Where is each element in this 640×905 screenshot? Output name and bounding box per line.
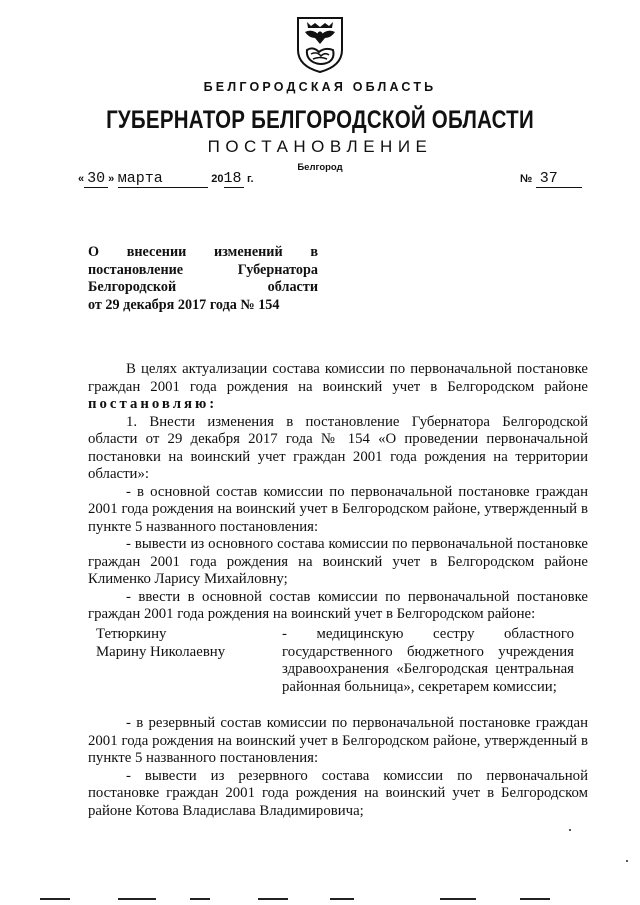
number-value: 37 bbox=[536, 170, 582, 188]
paragraph-add-main: - ввести в основной состав комиссии по первоначальной постановке граждан 2001 года рождения на воинский учет в Белгородском районе: bbox=[88, 588, 588, 622]
member-role: - медицинскую сестру областного государственного бюджетного учреждения здравоохранения «Белгородская центральная районная больница», секретарем комиссии; bbox=[282, 626, 574, 695]
paragraph-main-composition: - в основной состав комиссии по первоначальной постановке граждан 2001 года рождения на воинский учет в Белгородском районе, утвержденный в пункте 5 названного постановления: bbox=[88, 483, 588, 535]
date-year-prefix: 20 bbox=[211, 173, 224, 185]
date-open-quote: « bbox=[78, 173, 85, 185]
document-number bbox=[520, 170, 582, 188]
scan-edge-mark bbox=[118, 898, 156, 900]
subject-line-1: О внесении изменений в bbox=[88, 244, 318, 260]
number-label: № bbox=[520, 173, 533, 185]
paragraph-amend: 1. Внести изменения в постановление Губернатора Белгородской области от 29 декабря 2017 года № 154 «О проведении первоначальной постановки на воинский учет граждан 2001 года рождения на территории области»: bbox=[88, 413, 588, 482]
city-label: Белгород bbox=[297, 162, 343, 173]
paragraph-reserve-composition: - в резервный состав комиссии по первоначальной постановке граждан 2001 года рождения на воинский учет в Белгородском районе, утвержденный в пункте 5 названного постановления: bbox=[88, 715, 588, 766]
scan-edge-mark bbox=[440, 898, 476, 900]
subject-line-4: от 29 декабря 2017 года № 154 bbox=[88, 296, 280, 313]
member-name bbox=[96, 626, 266, 661]
scan-edge-mark bbox=[40, 898, 70, 900]
scan-edge-mark bbox=[520, 898, 550, 900]
document-subject bbox=[88, 244, 318, 314]
date-close-quote: » bbox=[108, 173, 115, 185]
document-type: ПОСТАНОВЛЕНИЕ bbox=[207, 137, 433, 156]
document-body-reserve bbox=[88, 715, 588, 820]
date-day: 30 bbox=[84, 170, 108, 188]
date-year-suffix: 18 bbox=[223, 170, 242, 187]
subject-line-3: Белгородской области bbox=[88, 279, 318, 295]
date-year-unit: г. bbox=[247, 173, 254, 185]
paragraph-purpose bbox=[88, 361, 588, 414]
subject-line-2: постановление Губернатора bbox=[88, 261, 318, 278]
region-title: БЕЛГОРОДСКАЯ ОБЛАСТЬ bbox=[203, 80, 437, 94]
scan-edge-mark bbox=[190, 898, 210, 900]
purpose-text: В целях актуализации состава комиссии по первоначальной постановке граждан 2001 года рождения на воинский учет в Белгородском районе bbox=[88, 361, 588, 395]
scan-speck bbox=[626, 860, 628, 862]
date-month: марта bbox=[118, 170, 208, 188]
scan-edge-mark bbox=[330, 898, 354, 900]
coat-of-arms-emblem bbox=[295, 14, 345, 74]
date-line bbox=[78, 170, 254, 188]
resolve-word: постановляю: bbox=[88, 396, 218, 412]
document-body bbox=[88, 361, 588, 624]
paragraph-remove-reserve: - вывести из резервного состава комиссии по первоначальной постановке граждан 2001 года рождения на воинский учет в Белгородском районе Котова Владислава Владимировича; bbox=[88, 767, 588, 819]
scan-speck bbox=[569, 829, 571, 831]
governor-title: ГУБЕРНАТОР БЕЛГОРОДСКОЙ ОБЛАСТИ bbox=[106, 106, 534, 134]
scan-edge-mark bbox=[258, 898, 288, 900]
paragraph-remove-main: - вывести из основного состава комиссии по первоначальной постановке граждан 2001 года рождения на воинский учет в Белгородском районе Клименко Ларису Михайловну; bbox=[88, 536, 588, 587]
member-surname: Тетюркину bbox=[96, 626, 167, 642]
member-given-names: Марину Николаевну bbox=[96, 643, 226, 660]
